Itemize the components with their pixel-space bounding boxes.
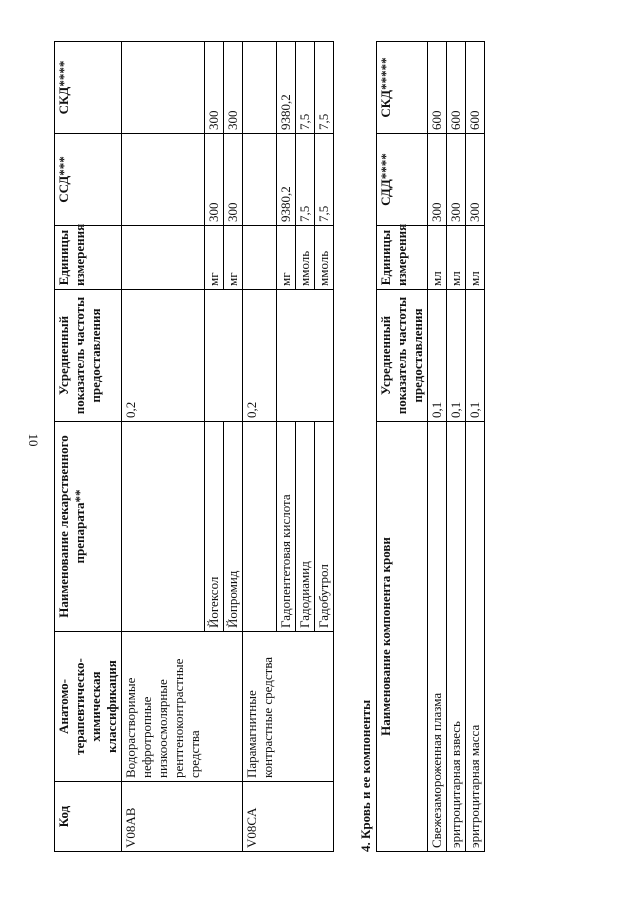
unit-cell: ммоль	[315, 226, 334, 290]
blood-components-table	[376, 41, 485, 852]
frequency-cell: 0,2	[122, 290, 205, 422]
skd-cell: 300	[223, 42, 242, 134]
table-row	[428, 42, 447, 852]
unit-cell: мл	[466, 226, 485, 290]
frequency-cell: 0,2	[242, 290, 277, 422]
header-sdd: СДД****	[377, 134, 428, 226]
header-drug: Наименование лекарственного препарата**	[55, 422, 122, 632]
drug-name-cell: Гадобутрол	[315, 422, 334, 632]
header-frequency: Усредненный показатель частоты предоставления	[377, 290, 428, 422]
ssd-cell: 7,5	[296, 134, 315, 226]
frequency-cell: 0,1	[466, 290, 485, 422]
ssd-cell: 300	[223, 134, 242, 226]
section-title: 4. Кровь и ее компоненты	[358, 699, 373, 852]
unit-cell: мг	[277, 226, 296, 290]
skd-cell: 7,5	[315, 42, 334, 134]
drugs-table	[54, 41, 334, 852]
table-row	[122, 42, 205, 852]
table-row	[223, 42, 242, 852]
blood-table-header	[377, 42, 428, 852]
ssd-cell: 7,5	[315, 134, 334, 226]
frequency-cell: 0,1	[428, 290, 447, 422]
page-number: 10	[26, 433, 41, 447]
header-atc: Анатомо-терапевтическо-химическая классификация	[55, 632, 122, 782]
header-unit: Единицы измерения	[55, 226, 122, 290]
skd-cell: 300	[204, 42, 223, 134]
unit-cell: мг	[204, 226, 223, 290]
drug-name-cell: Йогексол	[204, 422, 223, 632]
drug-name-cell: Гадопентетовая кислота	[277, 422, 296, 632]
ssd-cell: 9380,2	[277, 134, 296, 226]
drug-name-cell: Гадодиамид	[296, 422, 315, 632]
frequency-cell: 0,1	[447, 290, 466, 422]
table-row	[466, 42, 485, 852]
component-cell: эритроцитарная взвесь	[447, 422, 466, 852]
header-code: Код	[55, 782, 122, 852]
component-cell: Свежезамороженная плазма	[428, 422, 447, 852]
header-unit: Единицы измерения	[377, 226, 428, 290]
sdd-cell: 300	[428, 134, 447, 226]
header-ssd: ССД***	[55, 134, 122, 226]
unit-cell: мг	[223, 226, 242, 290]
table-row	[204, 42, 223, 852]
ssd-cell: 300	[204, 134, 223, 226]
header-skd: СКД****	[55, 42, 122, 134]
header-frequency: Усредненный показатель частоты предоставления	[55, 290, 122, 422]
code-cell: V08CA	[242, 782, 277, 852]
table-row	[277, 42, 296, 852]
header-skd: СКД*****	[377, 42, 428, 134]
table-row	[296, 42, 315, 852]
drug-name-cell: Йопромид	[223, 422, 242, 632]
skd-cell: 600	[447, 42, 466, 134]
component-cell: эритроцитарная масса	[466, 422, 485, 852]
unit-cell: мл	[428, 226, 447, 290]
sdd-cell: 300	[447, 134, 466, 226]
sdd-cell: 300	[466, 134, 485, 226]
atc-cell: Водорастворимые нефротропные низкоосмолярные рентгеноконтрастные средства	[122, 632, 205, 782]
table-row	[447, 42, 466, 852]
code-cell: V08AB	[122, 782, 205, 852]
unit-cell: ммоль	[296, 226, 315, 290]
skd-cell: 600	[428, 42, 447, 134]
skd-cell: 600	[466, 42, 485, 134]
unit-cell: мл	[447, 226, 466, 290]
header-component: Наименование компонента крови	[377, 422, 428, 852]
table-row	[242, 42, 277, 852]
skd-cell: 7,5	[296, 42, 315, 134]
table-row	[315, 42, 334, 852]
drugs-table-header	[55, 42, 122, 852]
atc-cell: Парамагнитные контрастные средства	[242, 632, 277, 782]
skd-cell: 9380,2	[277, 42, 296, 134]
